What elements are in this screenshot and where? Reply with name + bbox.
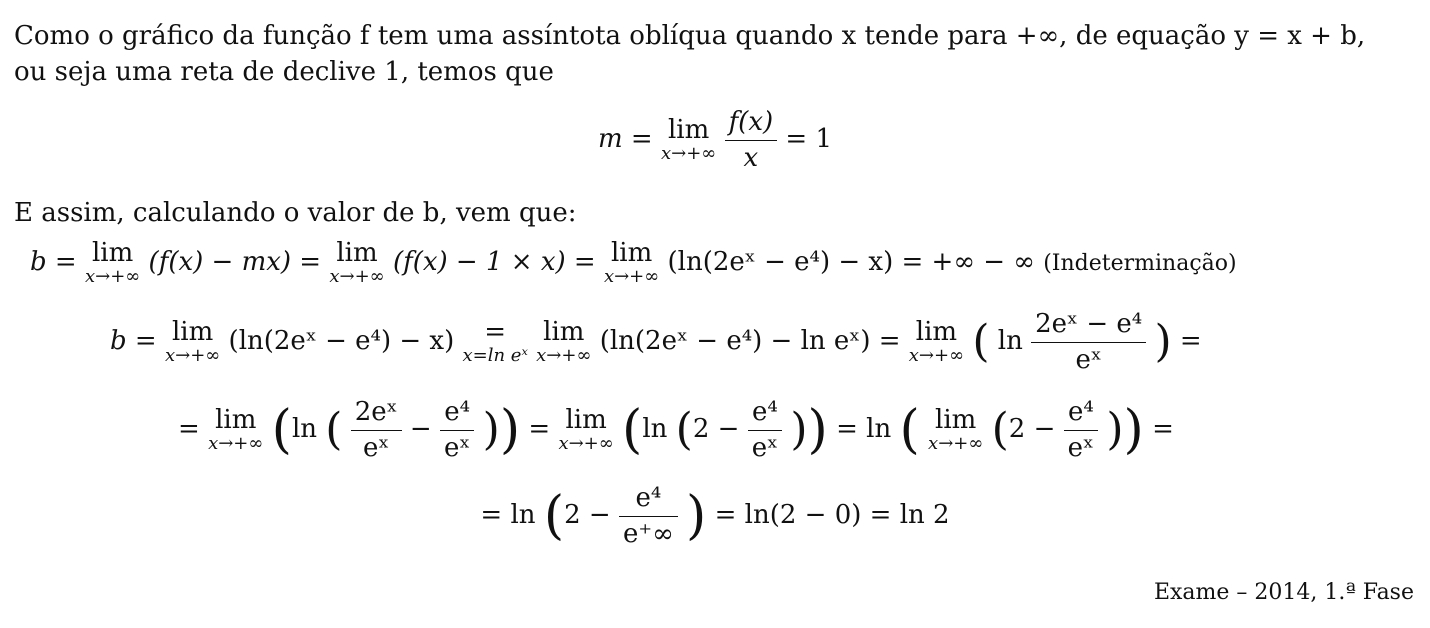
eq-b3-pre: = [178, 414, 200, 445]
frac-num: e⁴ [748, 398, 782, 431]
ln-label: ln [642, 414, 668, 445]
lim-label: lim [91, 238, 134, 268]
eq-b3-eq-1: = [528, 414, 551, 445]
eq-b3-fraction-3 [748, 398, 782, 462]
lim-label: lim [667, 115, 710, 146]
equation-b-line-3: = lim x→+∞ (ln ( $\frac{\text{2eˣ}}{\text{eˣ}}$ − $\frac{\text{e⁴}}{\text{eˣ}}$ )) = lim x→+∞ (ln (2 − $\frac{\text{e⁴}}{\text{eˣ}}$ )) = ln ( lim x→+∞ (2 − $\frac{\text{e⁴}}{\text{eˣ}}$ )) = [178, 397, 1174, 463]
lim-label: lim [610, 238, 653, 268]
equation-m [0, 108, 1430, 172]
lim-sub: x→+∞ [208, 433, 264, 455]
equation-b-line-1 [30, 240, 1237, 286]
eq-b2-substitution [463, 319, 528, 365]
eq-b4-fraction [619, 484, 678, 548]
lim-sub: x→+∞ [928, 433, 984, 455]
eq-b2-fraction [1031, 310, 1146, 374]
intro-line-2: ou seja uma reta de declive 1, temos que [14, 57, 554, 87]
eq-m-rhs: = 1 [785, 124, 832, 155]
eq-m-limit [661, 117, 716, 163]
lim-label: lim [543, 317, 585, 348]
eq-b2-limit-1 [165, 319, 220, 365]
eq-b1-limit-2 [329, 240, 384, 286]
intro-line-1: Como o gráfico da função f tem uma assíntota oblíqua quando x tende para +∞, de equação y = x + b, [14, 21, 1366, 51]
eq-b2-end: = [1179, 326, 1202, 357]
two-minus: 2 − [1008, 414, 1056, 445]
frac-num: e⁴ [440, 398, 474, 431]
frac-num: e⁴ [1064, 398, 1098, 431]
eq-b2-term-2: (ln(2eˣ − e⁴) − ln eˣ) = [599, 326, 901, 357]
indeterminacy-note: (Indeterminação) [1043, 251, 1237, 276]
source-footer: Exame – 2014, 1.ª Fase [1153, 580, 1414, 605]
lim-sub: x→+∞ [908, 345, 965, 367]
eq-b1-lhs: b = [30, 247, 77, 277]
eq-b4-pre: = ln [480, 500, 536, 531]
eq-b1-term-2: (f(x) − 1 × x) = [392, 247, 596, 277]
frac-num: 2eˣ − e⁴ [1031, 310, 1146, 343]
two-minus: 2 − [692, 414, 740, 445]
two-minus: 2 − [564, 500, 611, 531]
equation-b-line-2: b = lim x→+∞ (ln(2eˣ − e⁴) − x) = x=ln eˣ lim x→+∞ (ln(2eˣ − e⁴) − ln eˣ) = lim x→+∞ ( ln $\frac{\text{2eˣ − e⁴}}{\text{eˣ}}$ ) = [110, 309, 1202, 375]
subst-eq: = [484, 317, 507, 348]
lim-label: lim [565, 405, 607, 436]
lim-sub: x→+∞ [536, 345, 592, 367]
frac-den: eˣ [362, 432, 390, 463]
ln-label: ln [291, 414, 317, 445]
eq-b3-fraction-2 [440, 398, 474, 462]
frac-den: x [743, 142, 759, 173]
eq-b3-limit-3 [928, 407, 983, 453]
eq-b2-lhs: b = [110, 326, 157, 357]
eq-b1-term-1: (f(x) − mx) = [148, 247, 322, 277]
frac-den: eˣ [1075, 344, 1102, 375]
eq-m-fraction [725, 108, 778, 172]
eq-b3-fraction-1 [351, 398, 402, 462]
frac-den: eˣ [443, 432, 471, 463]
frac-den: eˣ [751, 432, 779, 463]
frac-den: e⁺∞ [622, 518, 674, 549]
lim-sub: x→+∞ [558, 433, 614, 455]
transition-text: E assim, calculando o valor de b, vem que: [14, 198, 577, 228]
lim-label: lim [215, 405, 257, 436]
eq-b3-eq-ln: = ln [836, 414, 892, 445]
eq-b3-fraction-4 [1064, 398, 1098, 462]
eq-b2-limit-2 [536, 319, 591, 365]
lim-sub: x→+∞ [603, 266, 660, 287]
equation-b-line-4: = ln (2 − $\frac{\text{e⁴}}{e^+\infty}$ ) = ln(2 − 0) = ln 2 [480, 483, 950, 549]
eq-m-lhs: m = [598, 124, 653, 155]
eq-b2-limit-3 [909, 319, 964, 365]
eq-b3-limit-1 [208, 407, 263, 453]
lim-label: lim [171, 317, 214, 348]
lim-sub: x→+∞ [329, 266, 385, 287]
lim-sub: x→+∞ [84, 266, 141, 287]
frac-num: e⁴ [619, 484, 678, 517]
lim-label: lim [336, 238, 378, 268]
eq-b3-limit-2 [558, 407, 613, 453]
subst-label: x=ln eˣ [462, 345, 528, 367]
eq-b1-limit-3 [604, 240, 659, 286]
frac-num: 2eˣ [351, 398, 402, 431]
frac-den: eˣ [1067, 432, 1095, 463]
lim-label: lim [935, 405, 977, 436]
eq-b1-term-3: (ln(2eˣ − e⁴) − x) = +∞ − ∞ [667, 247, 1035, 277]
eq-b4-rhs: = ln(2 − 0) = ln 2 [714, 500, 950, 531]
lim-sub: x→+∞ [660, 143, 717, 165]
ln-label: ln [997, 326, 1023, 357]
eq-b2-term-1: (ln(2eˣ − e⁴) − x) [228, 326, 455, 357]
lim-sub: x→+∞ [164, 345, 221, 367]
eq-b1-limit-1 [85, 240, 140, 286]
eq-b3-end: = [1152, 414, 1174, 445]
minus-sign: − [409, 414, 432, 445]
frac-num: f(x) [725, 108, 778, 141]
lim-label: lim [915, 317, 958, 348]
